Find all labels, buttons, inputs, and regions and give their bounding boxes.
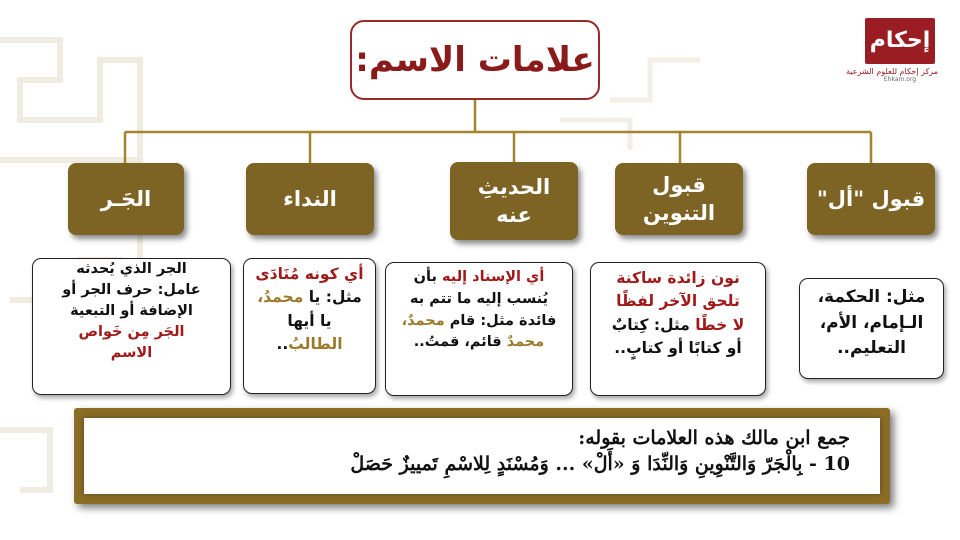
desc-text: مثل: كِتابٌ [611,315,696,334]
logo-subtitle: مركز إحكام للعلوم الشرعية [846,67,938,76]
category-label: النداء [283,186,337,211]
description-jarr [32,258,231,395]
desc-text: قائم، قمتُ.. [413,334,507,351]
desc-text: مثل: يا [303,288,362,307]
desc-highlight: أي الإسناد إليه [442,269,545,285]
category-label-line1: الحديثِ [477,174,551,199]
category-nida [246,163,374,235]
description-nida [243,258,376,394]
desc-highlight: محمدُ، [257,288,304,307]
description-qabul-al [799,278,944,379]
desc-line: الجَر مِن خَواص [78,324,185,341]
desc-line: أي كونه مُنَادَى [255,265,364,283]
verse-panel-inner [84,418,880,494]
desc-line [599,314,757,337]
category-jarr [68,163,184,235]
category-label-line1: قبول [652,172,706,197]
logo-mark: إحكام [865,18,935,64]
desc-line [394,267,564,289]
desc-line: يُنسب إليه ما تتم به [409,290,549,307]
description-tanween [590,262,766,396]
category-hadith-anhu [450,162,578,240]
desc-line: نون زائدة ساكنة [616,269,740,287]
desc-line: يا أيها [287,311,332,330]
category-qabul-tanween [615,163,743,235]
category-label-line2: التنوين [642,201,716,225]
desc-line [252,286,367,309]
logo-subtitle-latin: Ehkam.org [883,76,917,83]
category-qabul-al [807,163,935,235]
diagram-title: علامات الاسم: [350,20,600,100]
verse-intro: جمع ابن مالك هذه العلامات بقوله: [578,427,850,449]
desc-text: بأن [413,269,442,285]
desc-highlight: لا خطًا [695,315,745,334]
desc-line: الـإمام، الأم، [819,312,924,333]
desc-text: فائدة مثل: قام [444,312,557,329]
desc-line [394,332,564,354]
desc-text: .. [276,334,289,353]
desc-line: أو كتابًا أو كتابٍ.. [614,338,742,357]
category-label: قبول "أل" [816,186,926,211]
desc-line: مثل: الحكمة، [817,287,926,307]
verse-text: 10 - بِالْجَرّ وَالتَّنْوِينِ وَالنِّدَا وَ «أَلْ» ... وَمُسْنَدٍ لِلاسْمِ تَمييزٌ حَصَلْ [350,452,850,475]
desc-line: التعليم.. [837,338,906,358]
desc-highlight: محمدٌ [506,334,545,351]
desc-line: عامل: حرف الجر أو [62,282,201,299]
category-label: الجَـر [100,186,152,211]
desc-line: الإضافة أو التبعية [70,303,193,320]
desc-line [394,311,564,333]
desc-highlight: الطالبُ [288,334,343,353]
desc-line [252,333,367,356]
desc-highlight: محمدٌ، [401,312,445,329]
desc-line: الاسم [110,345,153,362]
description-hadith [385,262,573,396]
verse-panel [74,408,890,504]
category-label-line2: عنه [496,203,532,227]
desc-line: الجر الذي يُحدثه [76,261,187,277]
desc-line: تلحق الآخر لفظًا [616,292,740,311]
